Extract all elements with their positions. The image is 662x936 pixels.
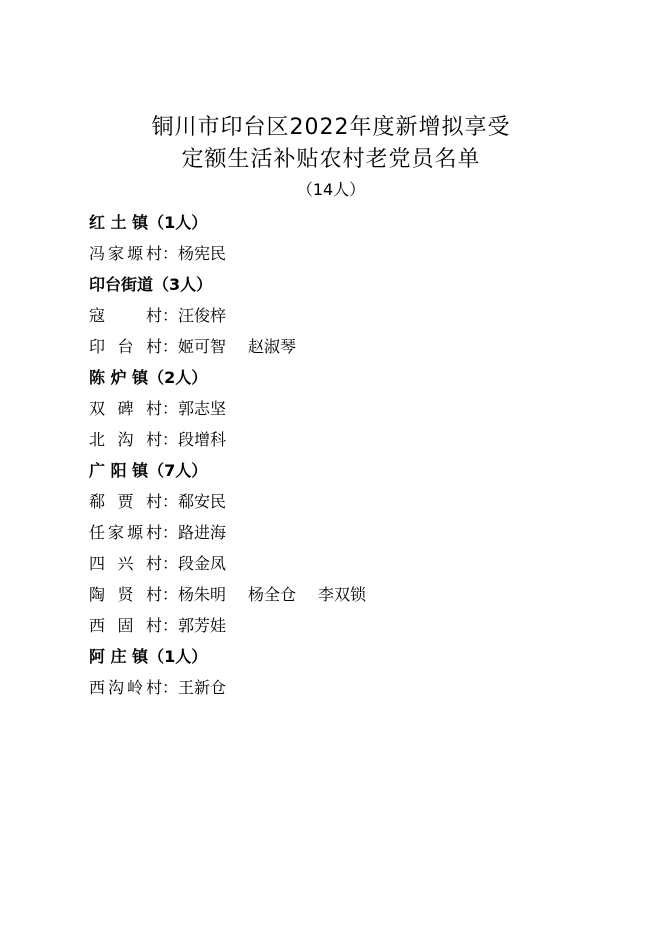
separator: ： (162, 554, 179, 573)
village-row (89, 486, 589, 517)
village-name: 西固村 (89, 616, 162, 635)
member-name: 段增科 (178, 430, 227, 449)
member-name: 姬可智 (178, 337, 227, 356)
member-name: 杨全仓 (248, 585, 297, 604)
village-row (89, 331, 589, 362)
total-count: （14人） (296, 180, 366, 199)
separator: ： (162, 585, 179, 604)
separator: ： (162, 306, 179, 325)
document-title (0, 112, 662, 176)
member-name: 郭芳娃 (178, 616, 227, 635)
separator: ： (162, 616, 179, 635)
separator: ： (162, 492, 179, 511)
village-row (89, 579, 589, 610)
village-name: 寇村 (89, 306, 162, 325)
separator: ： (162, 523, 179, 542)
village-row (89, 300, 589, 331)
village-name: 郗贾村 (89, 492, 162, 511)
village-name: 任家塬村 (89, 523, 162, 542)
village-row (89, 517, 589, 548)
member-name: 杨宪民 (178, 244, 227, 263)
member-name: 路进海 (178, 523, 227, 542)
member-list (89, 207, 589, 703)
member-name: 汪俊梓 (178, 306, 227, 325)
member-name: 杨朱明 (178, 585, 227, 604)
village-row (89, 610, 589, 641)
member-name: 李双锁 (318, 585, 367, 604)
village-name: 四兴村 (89, 554, 162, 573)
member-name: 郗安民 (178, 492, 227, 511)
village-row (89, 238, 589, 269)
village-name: 陶贤村 (89, 585, 162, 604)
separator: ： (162, 678, 179, 697)
village-name: 西沟岭村 (89, 678, 162, 697)
town-heading: 红 土 镇（1人） (89, 213, 208, 232)
town-heading: 印台街道（3人） (89, 275, 213, 294)
village-name: 双碑村 (89, 399, 162, 418)
town-heading: 陈 炉 镇（2人） (89, 368, 208, 387)
town-heading: 广 阳 镇（7人） (89, 461, 208, 480)
town-heading: 阿 庄 镇（1人） (89, 647, 208, 666)
separator: ： (162, 244, 179, 263)
separator: ： (162, 430, 179, 449)
member-name: 王新仓 (178, 678, 227, 697)
village-name: 冯家塬村 (89, 244, 162, 263)
member-name: 段金凤 (178, 554, 227, 573)
village-name: 北沟村 (89, 430, 162, 449)
village-name: 印台村 (89, 337, 162, 356)
village-row (89, 548, 589, 579)
member-name: 郭志坚 (178, 399, 227, 418)
village-row (89, 672, 589, 703)
title-line-2: 定额生活补贴农村老党员名单 (181, 147, 481, 172)
village-row (89, 393, 589, 424)
village-row (89, 424, 589, 455)
separator: ： (162, 337, 179, 356)
member-name: 赵淑琴 (248, 337, 297, 356)
separator: ： (162, 399, 179, 418)
title-line-1: 铜川市印台区2022年度新增拟享受 (151, 115, 511, 140)
